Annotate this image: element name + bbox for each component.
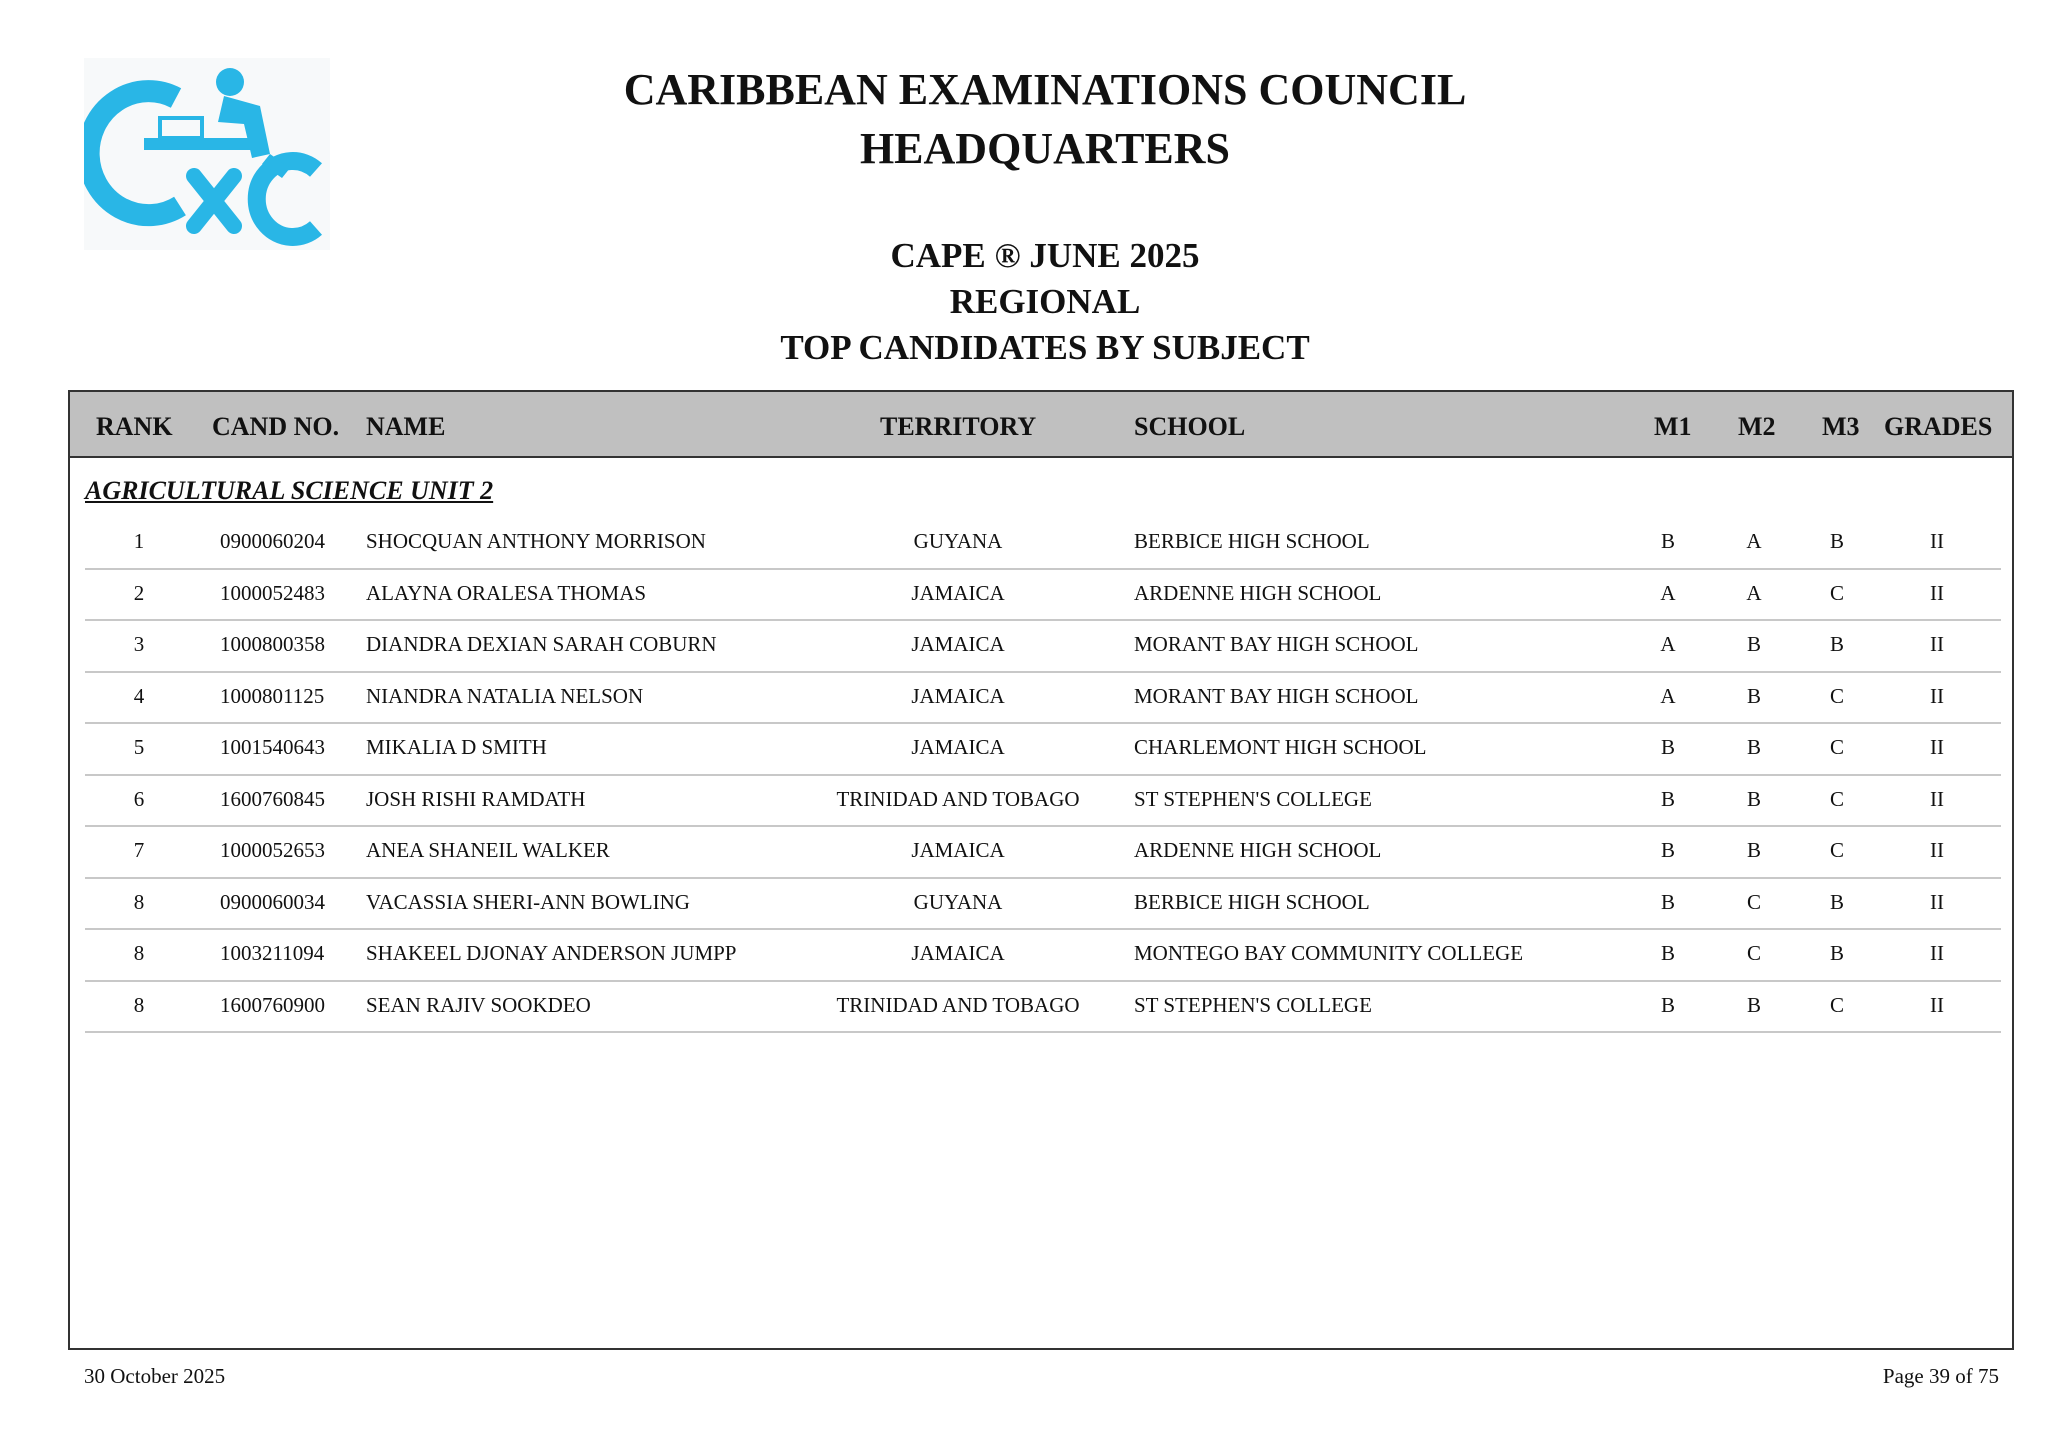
headquarters-label: HEADQUARTERS [859,124,1231,173]
grade-cell: II [1930,529,1944,553]
page-number: Page 39 of 75 [1882,1364,1999,1388]
table-row [85,570,2001,622]
m1-cell: A [1660,632,1676,656]
school-cell: MONTEGO BAY COMMUNITY COLLEGE [1134,941,1524,965]
territory-cell: JAMAICA [911,735,1005,759]
subject-heading: AGRICULTURAL SCIENCE UNIT 2 [85,476,494,505]
table-body [85,518,2001,1033]
rank-cell: 8 [133,889,145,914]
table-row [85,776,2001,828]
territory-cell: GUYANA [913,889,1003,914]
rank-cell: 6 [133,786,145,811]
m3-cell: C [1829,580,1845,605]
m2-cell: B [1746,632,1762,656]
cand-no-cell: 1000801125 [220,683,325,708]
table-row [85,621,2001,673]
school-cell: BERBICE HIGH SCHOOL [1134,529,1370,553]
m2-cell: A [1746,529,1762,553]
table-row [85,518,2001,570]
m1-cell: A [1660,580,1676,605]
col-m3: M3 [1822,412,1860,441]
m3-cell: B [1829,632,1845,656]
table-row [85,879,2001,931]
school-cell: CHARLEMONT HIGH SCHOOL [1134,735,1427,759]
col-school: SCHOOL [1134,412,1246,441]
name-cell: MIKALIA D SMITH [366,735,547,759]
m3-cell: C [1829,683,1845,708]
grade-cell: II [1930,683,1944,708]
name-cell: ALAYNA ORALESA THOMAS [366,580,647,605]
cand-no-cell: 1600760845 [220,786,325,811]
name-cell: NIANDRA NATALIA NELSON [366,683,644,708]
table-row [85,982,2001,1034]
school-cell: MORANT BAY HIGH SCHOOL [1134,632,1419,656]
col-cand-no: CAND NO. [212,412,340,441]
name-cell: VACASSIA SHERI-ANN BOWLING [366,889,690,914]
m2-cell: A [1746,580,1762,605]
m2-cell: B [1746,992,1762,1017]
rank-cell: 8 [133,992,145,1017]
grade-cell: II [1930,786,1944,811]
school-cell: MORANT BAY HIGH SCHOOL [1134,683,1419,708]
rank-cell: 4 [133,683,145,708]
m3-cell: C [1829,735,1845,759]
m1-cell: A [1660,683,1676,708]
m1-cell: B [1660,529,1676,553]
cand-no-cell: 0900060034 [220,889,325,914]
m3-cell: C [1829,992,1845,1017]
rank-cell: 7 [133,838,145,862]
cand-no-cell: 0900060204 [220,529,325,553]
m2-cell: B [1746,735,1762,759]
results-table [68,390,2014,1350]
m3-cell: B [1829,529,1845,553]
grade-cell: II [1930,941,1944,965]
m3-cell: C [1829,786,1845,811]
m2-cell: C [1746,889,1762,914]
name-cell: DIANDRA DEXIAN SARAH COBURN [366,632,717,656]
table-row [85,724,2001,776]
territory-cell: JAMAICA [911,683,1005,708]
school-cell: BERBICE HIGH SCHOOL [1134,889,1370,914]
col-rank: RANK [96,412,173,441]
m3-cell: B [1829,889,1845,914]
grade-cell: II [1930,632,1944,656]
exam-title: CAPE ® JUNE 2025 [890,236,1200,275]
table-row [85,673,2001,725]
col-m1: M1 [1654,412,1692,441]
territory-cell: JAMAICA [911,941,1005,965]
name-cell: SEAN RAJIV SOOKDEO [366,992,591,1017]
table-row [85,930,2001,982]
rank-cell: 5 [133,735,145,759]
col-name: NAME [366,412,446,441]
m1-cell: B [1660,838,1676,862]
table-header [70,392,2012,458]
col-grades: GRADES [1884,412,1993,441]
grade-cell: II [1930,992,1944,1017]
m2-cell: B [1746,786,1762,811]
grade-cell: II [1930,838,1944,862]
rank-cell: 8 [133,941,145,965]
territory-cell: TRINIDAD AND TOBAGO [836,786,1080,811]
col-m2: M2 [1738,412,1776,441]
territory-cell: JAMAICA [911,580,1005,605]
name-cell: ANEA SHANEIL WALKER [366,838,610,862]
rank-cell: 3 [133,632,145,656]
territory-cell: TRINIDAD AND TOBAGO [836,992,1080,1017]
region-label: REGIONAL [949,282,1141,321]
m3-cell: B [1829,941,1845,965]
m2-cell: C [1746,941,1762,965]
m3-cell: C [1829,838,1845,862]
cand-no-cell: 1003211094 [220,941,325,965]
name-cell: JOSH RISHI RAMDATH [366,786,586,811]
m1-cell: B [1660,992,1676,1017]
cand-no-cell: 1001540643 [220,735,325,759]
rank-cell: 2 [133,580,145,605]
territory-cell: JAMAICA [911,632,1005,656]
cand-no-cell: 1000052483 [220,580,325,605]
cand-no-cell: 1000800358 [220,632,325,656]
name-cell: SHOCQUAN ANTHONY MORRISON [366,529,706,553]
m1-cell: B [1660,889,1676,914]
grade-cell: II [1930,889,1944,914]
school-cell: ARDENNE HIGH SCHOOL [1134,838,1382,862]
cand-no-cell: 1000052653 [220,838,325,862]
report-title: TOP CANDIDATES BY SUBJECT [780,328,1310,367]
table-row [85,827,2001,879]
m1-cell: B [1660,786,1676,811]
m2-cell: B [1746,683,1762,708]
report-date: 30 October 2025 [84,1364,226,1388]
territory-cell: JAMAICA [911,838,1005,862]
territory-cell: GUYANA [913,529,1003,553]
name-cell: SHAKEEL DJONAY ANDERSON JUMPP [366,941,737,965]
grade-cell: II [1930,735,1944,759]
rank-cell: 1 [133,529,145,553]
m2-cell: B [1746,838,1762,862]
m1-cell: B [1660,941,1676,965]
cand-no-cell: 1600760900 [220,992,325,1017]
col-territory: TERRITORY [880,412,1037,441]
org-name: CARIBBEAN EXAMINATIONS COUNCIL [623,65,1467,114]
school-cell: ST STEPHEN'S COLLEGE [1134,786,1372,811]
school-cell: ARDENNE HIGH SCHOOL [1134,580,1382,605]
grade-cell: II [1930,580,1944,605]
school-cell: ST STEPHEN'S COLLEGE [1134,992,1372,1017]
m1-cell: B [1660,735,1676,759]
